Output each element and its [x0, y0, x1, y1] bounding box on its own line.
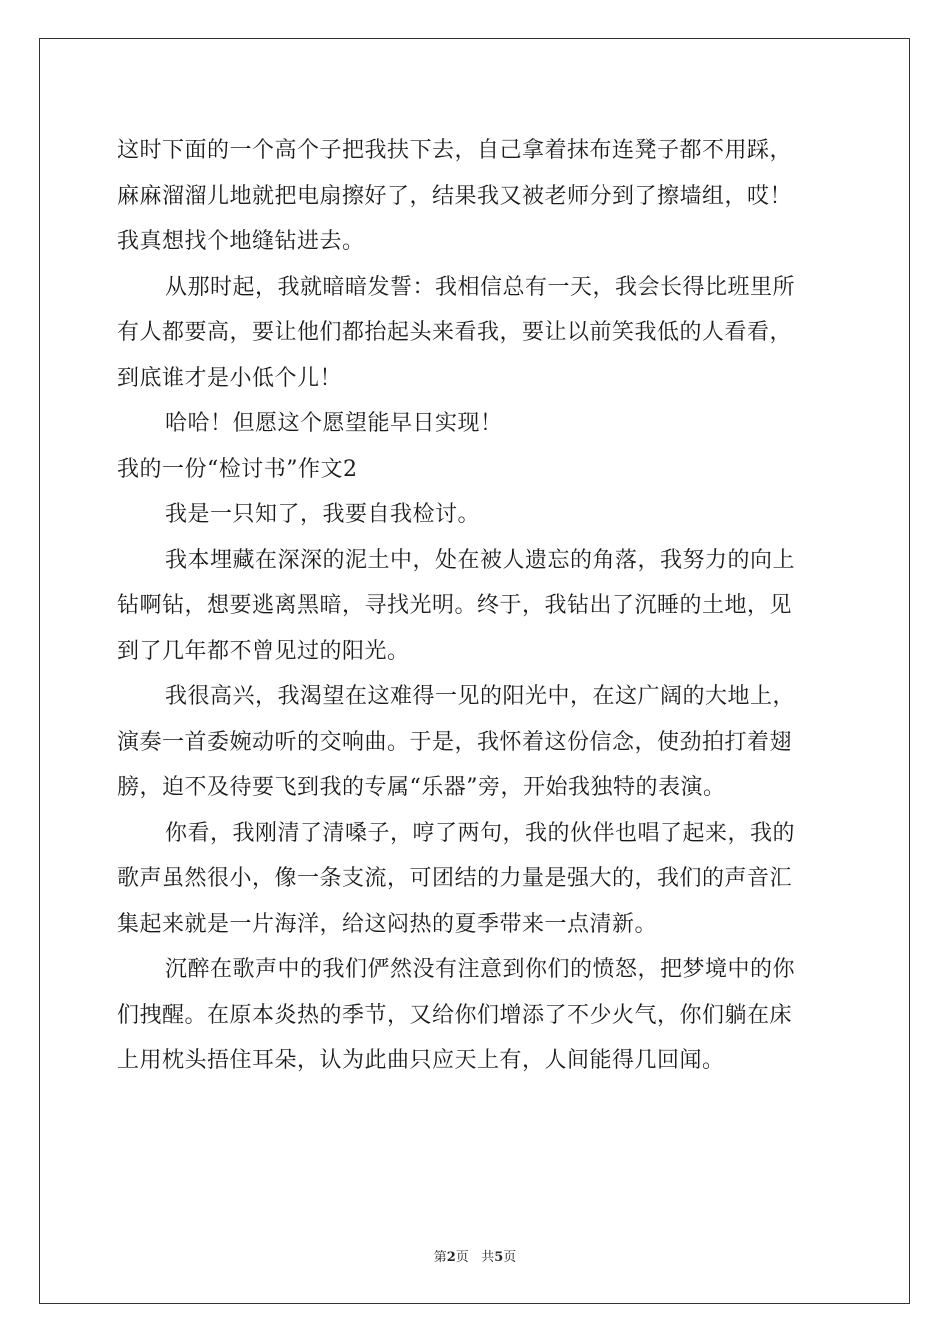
text-line: 沉醉在歌声中的我们俨然没有注意到你们的愤怒，把梦境中的你: [165, 957, 796, 982]
text-line: 演奏一首委婉动听的交响曲。于是，我怀着这份信念，使劲拍打着翅: [117, 729, 793, 755]
document-body: [117, 128, 837, 1084]
text-line: 你看，我刚清了清嗓子，哼了两句，我的伙伴也唱了起来，我的: [165, 820, 796, 846]
text-line: 我很高兴，我渴望在这难得一见的阳光中，在这广阔的大地上，: [165, 684, 796, 709]
text-line: 有人都要高，要让他们都抬起头来看我，要让以前笑我低的人看看，: [117, 320, 793, 345]
text-line: 哈哈！但愿这个愿望能早日实现！: [165, 411, 503, 436]
text-line: 我本埋藏在深深的泥土中，处在被人遗忘的角落，我努力的向上: [165, 547, 796, 573]
page-number: 2: [446, 1250, 456, 1265]
text-line: 膀，迫不及待要飞到我的专属“乐器”旁，开始我独特的表演。: [117, 775, 726, 800]
page-prefix: 第: [433, 1250, 447, 1265]
text-line: 这时下面的一个高个子把我扶下去，自己拿着抹布连凳子都不用踩，: [117, 138, 793, 163]
text-line: 们拽醒。在原本炎热的季节，又给你们增添了不少火气，你们躺在床: [117, 1002, 793, 1028]
total-suffix: 页: [503, 1250, 517, 1265]
page-suffix: 页: [455, 1250, 469, 1265]
text-line: 钻啊钻，想要逃离黑暗，寻找光明。终于，我钻出了沉睡的土地，见: [117, 593, 793, 618]
text-line: 歌声虽然很小，像一条支流，可团结的力量是强大的，我们的声音汇: [117, 866, 793, 891]
text-line: 集起来就是一片海洋，给这闷热的夏季带来一点清新。: [117, 911, 658, 937]
total-pages: 5: [494, 1250, 504, 1265]
text-line: 麻麻溜溜儿地就把电扇擦好了，结果我又被老师分到了擦墙组，哎！: [117, 183, 793, 209]
page-footer: [0, 1246, 950, 1265]
section-heading: 我的一份“检讨书”作文2: [117, 456, 358, 482]
text-line: 我真想找个地缝钻进去。: [117, 229, 365, 254]
text-line: 到了几年都不曾见过的阳光。: [117, 638, 410, 664]
text-line: 我是一只知了，我要自我检讨。: [165, 502, 481, 527]
text-line: 到底谁才是小低个儿！: [117, 365, 343, 391]
text-line: 从那时起，我就暗暗发誓：我相信总有一天，我会长得比班里所: [165, 274, 796, 300]
text-line: 上用枕头捂住耳朵，认为此曲只应天上有，人间能得几回闻。: [117, 1048, 725, 1073]
total-prefix: 共: [481, 1250, 495, 1265]
